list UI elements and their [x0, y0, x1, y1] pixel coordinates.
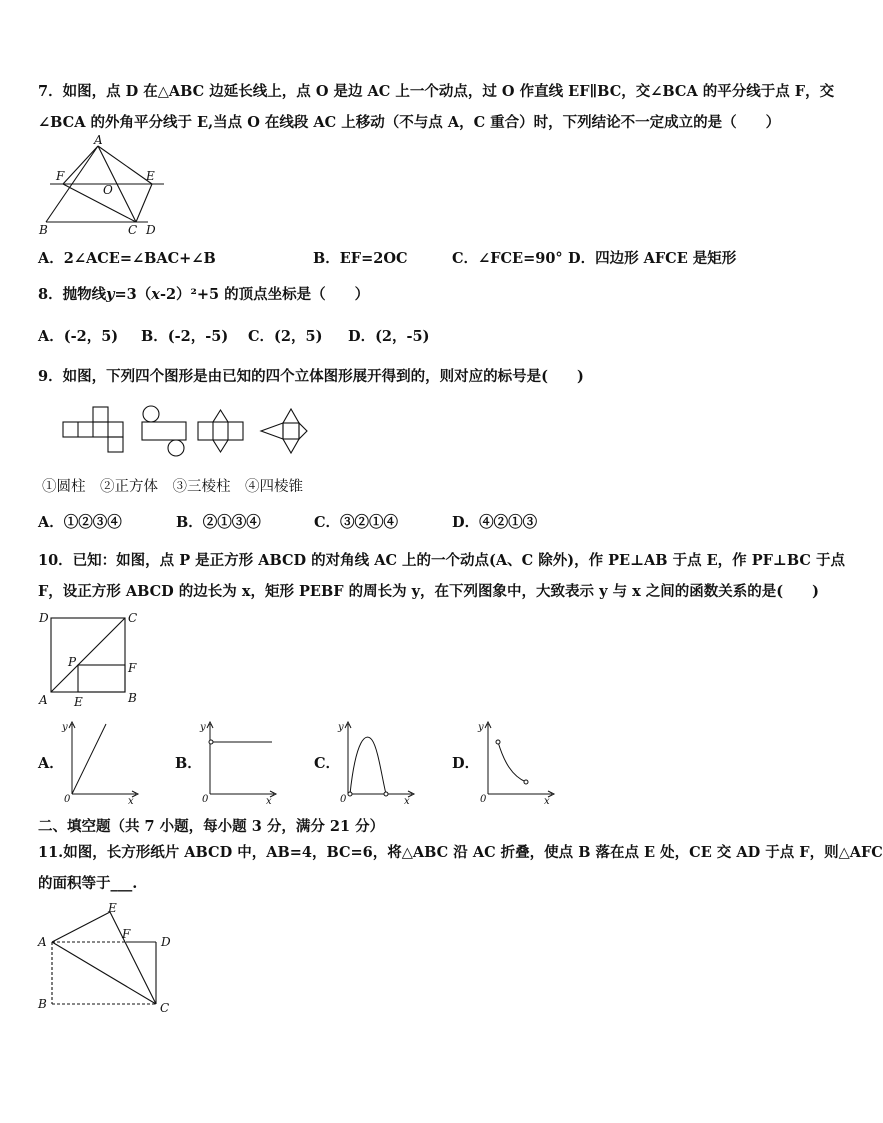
- q10-graph-a-label: A．: [38, 755, 64, 772]
- section-2-heading: 二、填空题（共 7 小题，每小题 3 分，满分 21 分）: [38, 818, 385, 835]
- graph-c-x-label: x: [404, 796, 410, 807]
- graph-c-y-label: y: [338, 722, 344, 733]
- graph-d-x-label: x: [544, 796, 550, 807]
- graph-b-origin-label: 0: [202, 794, 209, 805]
- q9-option-b: B．②①③④: [176, 514, 261, 531]
- q7-label-f: F: [56, 169, 65, 183]
- q10-graph-d-label: D．: [452, 755, 480, 772]
- q10-label-d: D: [39, 611, 49, 625]
- q10-graph-c-label: C．: [314, 755, 341, 772]
- q8-option-b: B．(-2，-5): [141, 328, 229, 345]
- q9-stem: 9．如图，下列四个图形是由已知的四个立体图形展开得到的，则对应的标号是( ): [38, 368, 584, 385]
- q7-label-d: D: [146, 223, 156, 237]
- graph-a-origin-label: 0: [64, 794, 71, 805]
- q10-label-c: C: [128, 611, 138, 625]
- q10-square-figure: [36, 610, 146, 709]
- q11-label-b: B: [38, 997, 47, 1011]
- q10-graph-d: [476, 718, 558, 806]
- q8-stem: 8．抛物线y=3（x-2）²+5 的顶点坐标是（ ）: [38, 286, 370, 303]
- q11-label-f: F: [122, 927, 131, 941]
- q11-label-c: C: [160, 1001, 170, 1015]
- q10-label-a: A: [39, 693, 48, 707]
- q11-label-d: D: [161, 935, 171, 949]
- q10-graph-b-label: B．: [175, 755, 202, 772]
- graph-d-y-label: y: [478, 722, 484, 733]
- q10-label-e: E: [74, 695, 83, 709]
- graph-d-origin-label: 0: [480, 794, 487, 805]
- q11-figure: [36, 900, 186, 1020]
- graph-c-origin-label: 0: [340, 794, 347, 805]
- q11-stem-line2: 的面积等于___.: [38, 875, 138, 892]
- q7-stem-line1: 7．如图，点 D 在△ABC 边延长线上，点 O 是边 AC 上一个动点，过 O 作直线 EF∥BC，交∠BCA 的平分线于点 F，交: [38, 83, 835, 100]
- q10-graph-b: [198, 718, 280, 806]
- graph-a-x-label: x: [128, 796, 134, 807]
- graph-b-y-label: y: [200, 722, 206, 733]
- graph-a-y-label: y: [62, 722, 68, 733]
- q9-option-c: C．③②①④: [314, 514, 399, 531]
- q9-solids-list: ①圆柱 ②正方体 ③三棱柱 ④四棱锥: [42, 479, 303, 495]
- q7-option-b: B．EF=2OC: [313, 250, 408, 267]
- q7-figure: [36, 133, 166, 238]
- q9-nets-figure: [60, 402, 310, 460]
- q10-label-b: B: [128, 691, 137, 705]
- q7-label-b: B: [39, 223, 48, 237]
- q11-label-a: A: [38, 935, 47, 949]
- q7-label-e: E: [146, 169, 155, 183]
- q11-stem-line1: 11.如图，长方形纸片 ABCD 中，AB=4，BC=6，将△ABC 沿 AC 折叠，使点 B 落在点 E 处，CE 交 AD 于点 F，则△AFC: [38, 844, 883, 861]
- q10-graph-c: [336, 718, 418, 806]
- q10-stem-line2: F，设正方形 ABCD 的边长为 x，矩形 PEBF 的周长为 y，在下列图象中，大致表示 y 与 x 之间的函数关系的是( ): [38, 583, 820, 600]
- q9-option-d: D．④②①③: [452, 514, 538, 531]
- q10-graph-a: [60, 718, 142, 806]
- q7-option-d: D．四边形 AFCE 是矩形: [568, 250, 737, 267]
- q8-option-a: A．(-2，5): [38, 328, 119, 345]
- q7-option-c: C．∠FCE=90°: [452, 250, 563, 267]
- q10-label-f: F: [128, 661, 137, 675]
- q11-label-e: E: [108, 901, 117, 915]
- q10-stem-line1: 10．已知：如图，点 P 是正方形 ABCD 的对角线 AC 上的一个动点(A、C 除外)，作 PE⊥AB 于点 E，作 PF⊥BC 于点: [38, 552, 845, 569]
- q9-option-a: A．①②③④: [38, 514, 122, 531]
- q7-label-o: O: [103, 183, 113, 197]
- q8-option-c: C．(2，5): [248, 328, 323, 345]
- q7-option-a: A．2∠ACE=∠BAC+∠B: [38, 250, 216, 267]
- graph-b-x-label: x: [266, 796, 272, 807]
- q7-stem-line2: ∠BCA 的外角平分线于 E,当点 O 在线段 AC 上移动（不与点 A，C 重合）时，下列结论不一定成立的是（ ）: [38, 114, 781, 131]
- q7-label-a: A: [94, 133, 103, 147]
- q7-label-c: C: [128, 223, 138, 237]
- q10-label-p: P: [68, 655, 77, 669]
- q8-option-d: D．(2，-5): [348, 328, 430, 345]
